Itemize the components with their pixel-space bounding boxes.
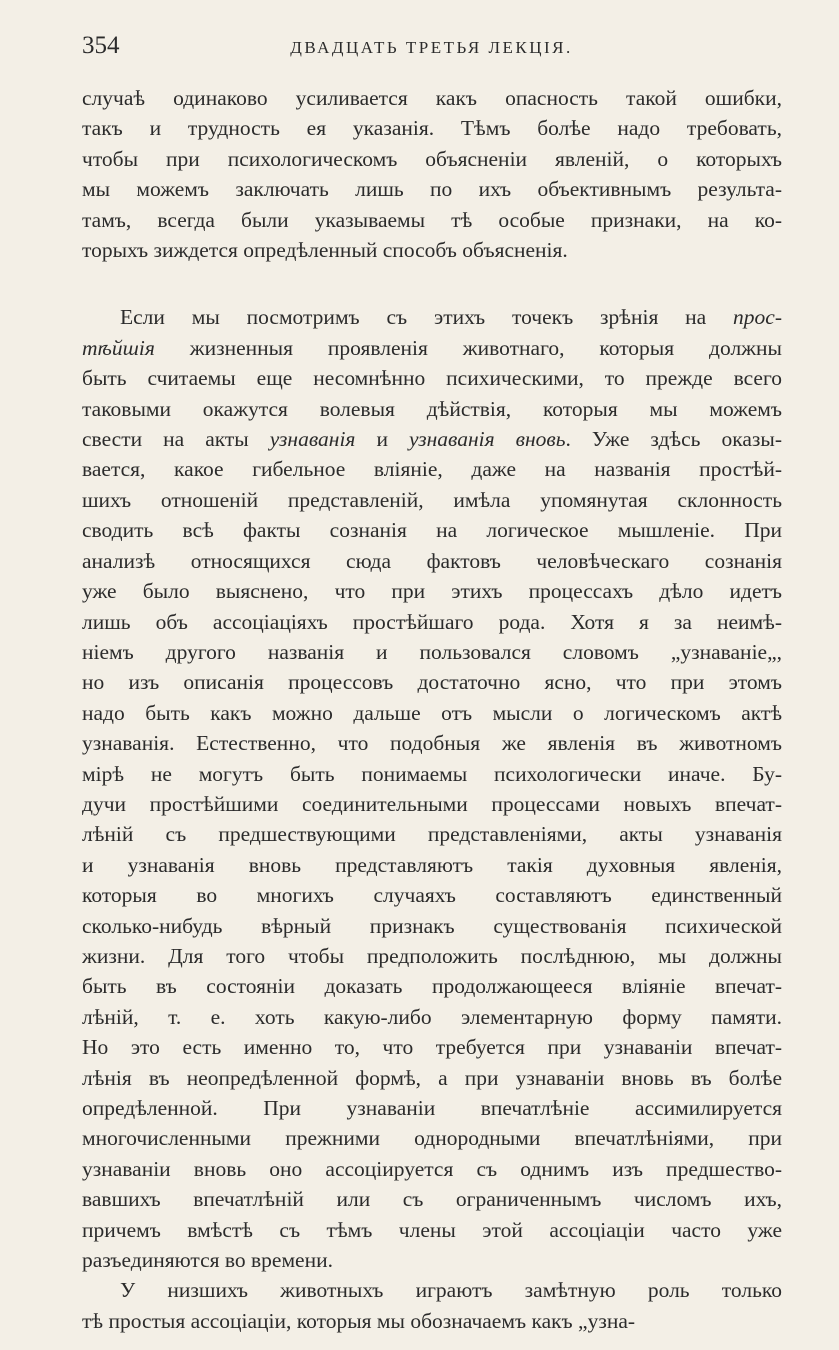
text-segment: дучи простѣйшими соединительными процессами новыхъ впечат- bbox=[82, 791, 782, 816]
text-line bbox=[82, 576, 782, 606]
text-segment: мы можемъ заключать лишь по ихъ объективнымъ результа- bbox=[82, 177, 782, 202]
text-line bbox=[82, 819, 782, 849]
paragraph bbox=[82, 83, 782, 265]
italic-text: узнаванія вновь bbox=[408, 427, 566, 452]
text-line bbox=[82, 454, 782, 484]
text-line bbox=[82, 1123, 782, 1153]
text-line bbox=[82, 1093, 782, 1123]
text-line bbox=[82, 1063, 782, 1093]
text-segment: быть въ состояніи доказать продолжающееся вліяніе впечат- bbox=[82, 974, 782, 999]
text-segment: случаѣ одинаково усиливается какъ опасность такой ошибки, bbox=[82, 86, 782, 110]
text-line bbox=[82, 759, 782, 789]
text-segment: вавшихъ впечатлѣній или съ ограниченнымъ числомъ ихъ, bbox=[82, 1187, 782, 1212]
running-title: ДВАДЦАТЬ ТРЕТЬЯ ЛЕКЦІЯ. bbox=[290, 38, 573, 57]
text-line bbox=[82, 333, 782, 363]
text-line bbox=[82, 83, 782, 113]
text-segment: чтобы при психологическомъ объясненіи явленій, о которыхъ bbox=[82, 146, 782, 171]
text-line bbox=[82, 113, 782, 143]
text-line bbox=[82, 1154, 782, 1184]
text-segment: тѣ простыя ассоціаціи, которыя мы обозначаемъ какъ „узна- bbox=[82, 1308, 636, 1333]
running-head bbox=[82, 32, 781, 66]
text-line bbox=[82, 1245, 782, 1275]
text-segment: ніемъ другого названія и пользовался словомъ „узнаваніе„, bbox=[82, 639, 782, 664]
text-line bbox=[82, 363, 782, 393]
text-line bbox=[82, 728, 782, 758]
text-line bbox=[82, 424, 782, 454]
text-segment: тамъ, всегда были указываемы тѣ особые признаки, на ко- bbox=[82, 207, 782, 232]
italic-text: узнаванія bbox=[269, 427, 356, 452]
text-line bbox=[82, 667, 782, 697]
text-segment: узнаванія. Естественно, что подобныя же явленія въ животномъ bbox=[82, 731, 782, 756]
text-segment: мірѣ не могутъ быть понимаемы психологически иначе. Бу- bbox=[82, 761, 782, 786]
text-segment: лѣній съ предшествующими представленіями, акты узнаванія bbox=[82, 822, 782, 847]
body-text bbox=[82, 83, 782, 1336]
text-segment: надо быть какъ можно дальше отъ мысли о логическомъ актѣ bbox=[82, 700, 782, 725]
paragraph bbox=[82, 302, 782, 1275]
text-segment: торыхъ зиждется опредѣленный способъ объясненія. bbox=[82, 238, 568, 263]
text-segment: узнаваніи вновь оно ассоціируется съ однимъ изъ предшество- bbox=[82, 1156, 782, 1181]
text-segment: сколько-нибудь вѣрный признакъ существованія психической bbox=[82, 913, 782, 938]
text-segment: свести на акты bbox=[82, 427, 270, 452]
text-line bbox=[82, 971, 782, 1001]
text-line bbox=[82, 911, 782, 941]
text-line bbox=[82, 941, 782, 971]
text-line bbox=[82, 546, 782, 576]
text-segment: жизни. Для того чтобы предположить послѣднюю, мы должны bbox=[82, 943, 782, 968]
text-line bbox=[82, 1215, 782, 1245]
text-line bbox=[82, 394, 782, 424]
text-line bbox=[82, 144, 782, 174]
text-segment: таковыми окажутся волевыя дѣйствія, которыя мы можемъ bbox=[82, 396, 782, 421]
text-line bbox=[82, 1002, 782, 1032]
text-segment: и bbox=[355, 427, 409, 452]
text-segment: уже было выяснено, что при этихъ процессахъ дѣло идетъ bbox=[82, 579, 782, 604]
text-segment: . Уже здѣсь оказы- bbox=[565, 427, 782, 452]
text-segment: которыя во многихъ случаяхъ составляютъ единственный bbox=[82, 883, 782, 908]
text-segment: лѣній, т. е. хоть какую-либо элементарную форму памяти. bbox=[82, 1004, 782, 1029]
text-segment: и узнаванія вновь представляютъ такія духовныя явленія, bbox=[82, 852, 782, 877]
text-line bbox=[82, 174, 782, 204]
text-segment: многочисленными прежними однородными впечатлѣніями, при bbox=[82, 1126, 782, 1151]
text-segment: разъединяются во времени. bbox=[82, 1248, 333, 1273]
text-segment: У низшихъ животныхъ играютъ замѣтную роль только bbox=[120, 1278, 782, 1303]
text-segment: Но это есть именно то, что требуется при узнаваніи впечат- bbox=[82, 1035, 782, 1060]
text-line bbox=[82, 1275, 782, 1305]
text-segment: причемъ вмѣстѣ съ тѣмъ члены этой ассоціаціи часто уже bbox=[82, 1217, 782, 1242]
text-line bbox=[82, 1184, 782, 1214]
text-line bbox=[82, 698, 782, 728]
text-line bbox=[82, 1306, 782, 1336]
paragraph bbox=[82, 1275, 782, 1336]
text-segment: анализѣ относящихся сюда фактовъ человѣческаго сознанія bbox=[82, 548, 782, 573]
text-segment: лишь объ ассоціаціяхъ простѣйшаго рода. Хотя я за неимѣ- bbox=[82, 609, 782, 634]
text-segment: сводить всѣ факты сознанія на логическое мышленіе. При bbox=[82, 518, 782, 543]
text-segment: Если мы посмотримъ съ этихъ точекъ зрѣнія на bbox=[120, 305, 734, 330]
text-line bbox=[82, 302, 782, 332]
text-line bbox=[82, 607, 782, 637]
text-segment: опредѣленной. При узнаваніи впечатлѣніе ассимилируется bbox=[82, 1096, 782, 1120]
italic-text: тѣйшія bbox=[82, 335, 155, 360]
text-segment: такъ и трудность ея указанія. Тѣмъ болѣе надо требовать, bbox=[82, 116, 782, 141]
text-line bbox=[82, 850, 782, 880]
page-number: 354 bbox=[82, 32, 120, 59]
text-line bbox=[82, 205, 782, 235]
text-line bbox=[82, 1032, 782, 1062]
text-segment: вается, какое гибельное вліяніе, даже на названія простѣй- bbox=[82, 457, 782, 482]
text-line bbox=[82, 789, 782, 819]
text-segment: быть считаемы еще несомнѣнно психическими, то прежде всего bbox=[82, 366, 782, 391]
text-line bbox=[82, 485, 782, 515]
text-line bbox=[82, 235, 782, 265]
text-segment: жизненныя проявленія животнаго, которыя должны bbox=[154, 335, 782, 360]
text-line bbox=[82, 515, 782, 545]
text-segment: шихъ отношеній представленій, имѣла упомянутая склонность bbox=[82, 487, 782, 512]
text-segment: но изъ описанія процессовъ достаточно ясно, что при этомъ bbox=[82, 670, 782, 695]
text-line bbox=[82, 880, 782, 910]
text-line bbox=[82, 637, 782, 667]
text-segment: лѣнія въ неопредѣленной формѣ, а при узнаваніи вновь въ болѣе bbox=[82, 1065, 782, 1090]
italic-text: прос- bbox=[733, 305, 782, 330]
